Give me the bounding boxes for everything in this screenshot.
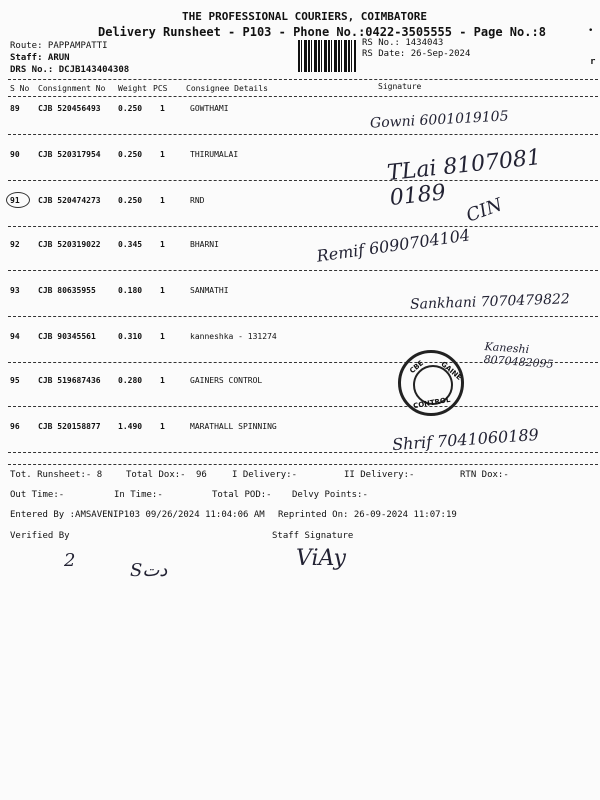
row-divider bbox=[8, 134, 598, 135]
col-consignment: Consignment No bbox=[38, 84, 106, 93]
circled-mark-icon bbox=[6, 192, 30, 208]
row-consignee: SANMATHI bbox=[190, 286, 229, 295]
row-consignment: CJB 520317954 bbox=[38, 150, 101, 159]
row-consignment: CJB 520319022 bbox=[38, 240, 101, 249]
row-sno: 91 bbox=[10, 196, 20, 205]
row-signature: CIN bbox=[463, 194, 506, 227]
row-divider bbox=[8, 362, 598, 363]
row-sno: 96 bbox=[10, 422, 20, 431]
company-title: THE PROFESSIONAL COURIERS, COIMBATORE bbox=[182, 10, 428, 23]
verified-signature-1: 2 bbox=[64, 550, 76, 571]
row-signature: Gowni 6001019105 bbox=[369, 108, 509, 132]
row-consignment: CJB 520456493 bbox=[38, 104, 101, 113]
row-pcs: 1 bbox=[160, 376, 165, 385]
staff-signature: ViAy bbox=[296, 546, 346, 571]
row-consignee: kanneshka - 131274 bbox=[190, 332, 277, 341]
col-sno: S No bbox=[10, 84, 30, 93]
row-weight: 0.310 bbox=[118, 332, 143, 341]
i-delivery: I Delivery:- bbox=[232, 470, 298, 480]
corner-mark: r bbox=[590, 57, 596, 67]
reprinted-on: Reprinted On: 26-09-2024 11:07:19 bbox=[278, 510, 457, 520]
total-dox-value: 96 bbox=[196, 470, 207, 480]
row-consignment: CJB 80635955 bbox=[38, 286, 96, 295]
row-pcs: 1 bbox=[160, 104, 165, 113]
row-pcs: 1 bbox=[160, 286, 165, 295]
row-pcs: 1 bbox=[160, 240, 165, 249]
divider bbox=[8, 464, 598, 465]
verified-by: Verified By bbox=[10, 531, 70, 541]
row-consignee: RND bbox=[190, 196, 205, 205]
row-consignee: BHARNI bbox=[190, 240, 219, 249]
row-weight: 0.280 bbox=[118, 376, 143, 385]
route-label: Route: PAPPAMPATTI bbox=[10, 41, 108, 51]
company-stamp bbox=[398, 350, 464, 416]
row-sno: 89 bbox=[10, 104, 20, 113]
row-signature: Shrif 7041060189 bbox=[391, 424, 540, 455]
delvy-points: Delvy Points:- bbox=[292, 490, 368, 500]
row-pcs: 1 bbox=[160, 422, 165, 431]
row-consignment: CJB 520474273 bbox=[38, 196, 101, 205]
out-time: Out Time:- bbox=[10, 490, 65, 500]
row-consignment: CJB 520158877 bbox=[38, 422, 101, 431]
row-weight: 0.250 bbox=[118, 150, 143, 159]
row-consignee: GOWTHAMI bbox=[190, 104, 229, 113]
row-weight: 0.250 bbox=[118, 196, 143, 205]
row-divider bbox=[8, 406, 598, 407]
row-sno: 94 bbox=[10, 332, 20, 341]
row-consignee: THIRUMALAI bbox=[190, 150, 239, 159]
row-divider bbox=[8, 180, 598, 181]
row-sno: 95 bbox=[10, 376, 20, 385]
divider bbox=[8, 79, 598, 80]
row-pcs: 1 bbox=[160, 150, 165, 159]
rs-date: RS Date: 26-Sep-2024 bbox=[362, 49, 471, 59]
col-pcs: PCS bbox=[153, 84, 168, 93]
in-time: In Time:- bbox=[114, 490, 163, 500]
staff-signature-label: Staff Signature bbox=[272, 531, 354, 541]
row-divider bbox=[8, 270, 598, 271]
row-sno: 92 bbox=[10, 240, 20, 249]
row-divider bbox=[8, 226, 598, 227]
stamp-text-bottom: CONTROL bbox=[412, 395, 451, 411]
row-sno: 93 bbox=[10, 286, 20, 295]
row-weight: 0.345 bbox=[118, 240, 143, 249]
col-consignee: Consignee Details bbox=[186, 84, 268, 93]
row-signature: TLai 8107081 0189 bbox=[385, 145, 543, 211]
row-consignment: CJB 519687436 bbox=[38, 376, 101, 385]
row-consignment: CJB 90345561 bbox=[38, 332, 96, 341]
col-signature: Signature bbox=[378, 82, 422, 91]
rtn-dox: RTN Dox:- bbox=[460, 470, 509, 480]
corner-dot: • bbox=[588, 26, 594, 36]
row-weight: 0.180 bbox=[118, 286, 143, 295]
stamp-text-right: GAINE bbox=[439, 360, 464, 382]
rs-number: RS No.: 1434043 bbox=[362, 38, 444, 48]
total-dox-label: Total Dox:- bbox=[126, 470, 186, 480]
barcode-icon bbox=[298, 40, 356, 72]
tot-runsheet: Tot. Runsheet:- 8 bbox=[10, 470, 103, 480]
row-signature: Remif 6090704104 bbox=[315, 225, 472, 266]
entered-by: Entered By :AMSAVENIP103 09/26/2024 11:04:06 AM bbox=[10, 510, 265, 520]
row-signature: Kaneshi 8070482095 bbox=[483, 339, 554, 371]
stamp-text-top: CBE bbox=[408, 359, 426, 375]
row-weight: 1.490 bbox=[118, 422, 143, 431]
row-weight: 0.250 bbox=[118, 104, 143, 113]
ii-delivery: II Delivery:- bbox=[344, 470, 415, 480]
row-divider bbox=[8, 452, 598, 453]
row-sno: 90 bbox=[10, 150, 20, 159]
row-divider bbox=[8, 316, 598, 317]
staff-label: Staff: ARUN bbox=[10, 53, 70, 63]
row-consignee: GAINERS CONTROL bbox=[190, 376, 263, 385]
col-weight: Weight bbox=[118, 84, 147, 93]
row-pcs: 1 bbox=[160, 332, 165, 341]
verified-signature-2: Sدت bbox=[130, 560, 168, 581]
row-signature: Sankhani 7070479822 bbox=[409, 291, 571, 313]
runsheet-title: Delivery Runsheet - P103 - Phone No.:0422-3505555 - Page No.:8 bbox=[98, 25, 546, 39]
total-pod: Total POD:- bbox=[212, 490, 272, 500]
row-consignee: MARATHALL SPINNING bbox=[190, 422, 277, 431]
divider bbox=[8, 96, 598, 97]
row-pcs: 1 bbox=[160, 196, 165, 205]
drs-number: DRS No.: DCJB143404308 bbox=[10, 65, 130, 75]
